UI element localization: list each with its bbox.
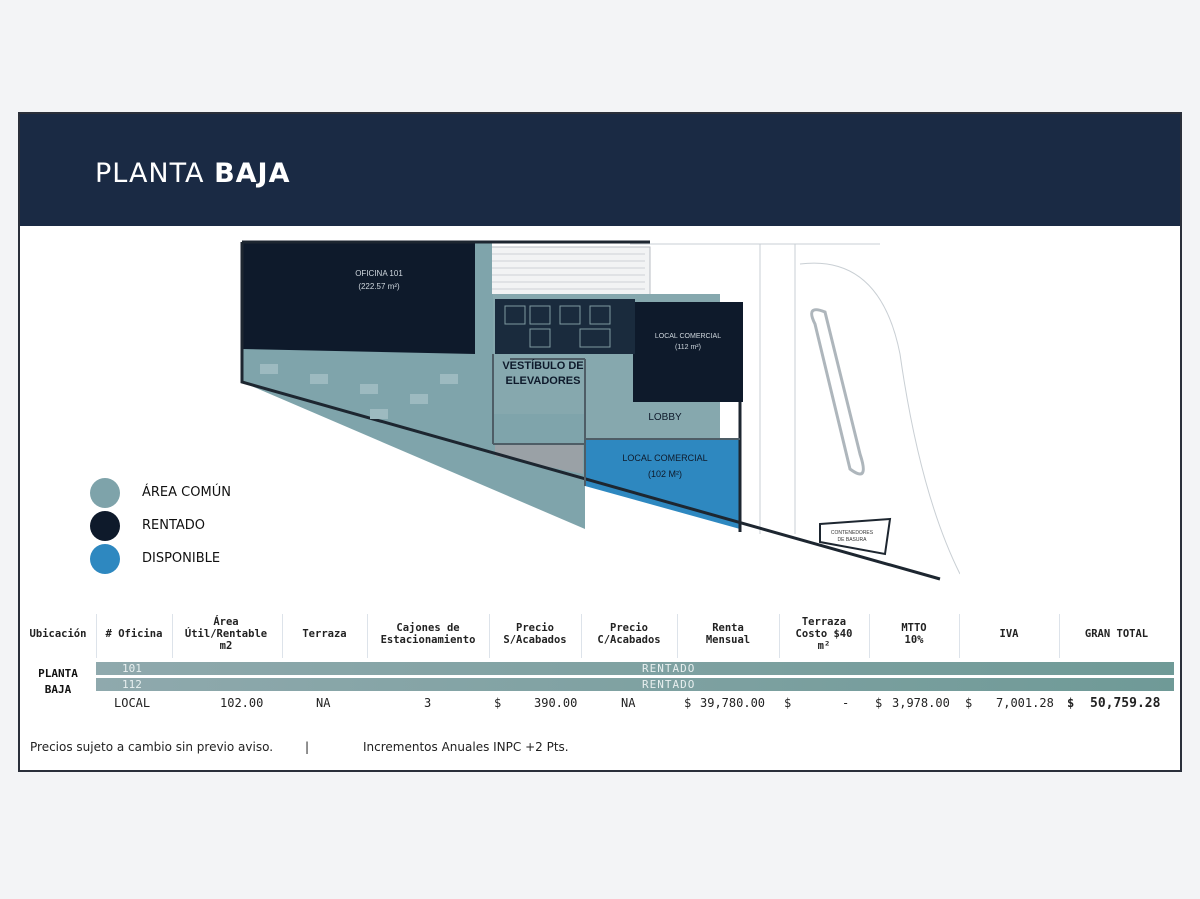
- legend-item-rentado: [90, 509, 231, 542]
- footer-note-2: Incrementos Anuales INPC +2 Pts.: [363, 740, 569, 754]
- vestibulo-label-2: ELEVADORES: [505, 375, 581, 387]
- table-row: [96, 662, 1174, 675]
- legend-label-disponible: DISPONIBLE: [142, 551, 221, 566]
- header-precio-s-line2: S/Acabados: [503, 634, 567, 646]
- local-102-label: LOCAL COMERCIAL: [622, 453, 708, 463]
- legend-swatch-area-comun: [90, 478, 120, 508]
- local-precio-c: NA: [621, 696, 636, 710]
- header-terraza: Terraza: [302, 628, 347, 640]
- header-terraza-costo: [779, 610, 869, 658]
- floor-plan-sheet: [18, 112, 1182, 772]
- header-mtto: [869, 610, 959, 658]
- header-iva: IVA: [999, 628, 1019, 640]
- header-precio-c-line2: C/Acabados: [597, 634, 661, 646]
- row-oficina-112: 112: [122, 678, 142, 691]
- ubicacion-line1: PLANTA: [38, 667, 78, 680]
- header-terraza-costo-line2: Costo $40: [795, 628, 853, 640]
- local-terraza: NA: [316, 696, 331, 710]
- legend-item-disponible: [90, 542, 231, 575]
- local-mtto: 3,978.00: [892, 696, 950, 710]
- header-area-line1: Área: [213, 616, 239, 628]
- ramp-outline: [812, 310, 864, 474]
- local-renta-currency: $: [684, 696, 692, 710]
- header-mtto-line2: 10%: [904, 634, 924, 646]
- local-terraza-costo-currency: $: [784, 696, 792, 710]
- local-iva-currency: $: [965, 696, 973, 710]
- local-oficina: LOCAL: [114, 696, 151, 710]
- header-area: [172, 610, 280, 658]
- header-cajones-line1: Cajones de: [396, 622, 460, 634]
- oficina-101-area: (222.57 m²): [358, 282, 400, 291]
- header-terraza-costo-line1: Terraza: [801, 616, 847, 628]
- legend-item-area-comun: [90, 476, 231, 509]
- floor-plan-drawing: [240, 234, 960, 594]
- ubicacion-line2: BAJA: [44, 683, 72, 696]
- header-renta-line1: Renta: [712, 622, 744, 634]
- footer-separator: |: [305, 740, 310, 754]
- local-terraza-costo: -: [842, 696, 850, 710]
- page-title: [95, 158, 290, 189]
- local-102-area: (102 M²): [647, 469, 683, 479]
- local-precio-s-currency: $: [494, 696, 502, 710]
- header-precio-c: [581, 610, 677, 658]
- contenedores-label-2: DE BASURA: [837, 537, 867, 543]
- header-precio-s: [489, 610, 581, 658]
- legend-label-area-comun: ÁREA COMÚN: [142, 485, 231, 500]
- header-precio-c-line1: Precio: [610, 622, 648, 634]
- oficina-101-label: OFICINA 101: [355, 269, 403, 278]
- local-renta: 39,780.00: [700, 696, 766, 710]
- header-ubicacion: Ubicación: [29, 628, 87, 640]
- header-precio-s-line1: Precio: [516, 622, 554, 634]
- local-iva: 7,001.28: [996, 696, 1054, 710]
- local-cajones: 3: [424, 696, 432, 710]
- vestibulo-label-1: VESTÍBULO DE: [502, 360, 584, 372]
- header-cajones: [367, 610, 489, 658]
- local-total-currency: $: [1067, 696, 1075, 710]
- local-112-label: LOCAL COMERCIAL: [654, 333, 722, 340]
- lobby-label: LOBBY: [648, 412, 682, 423]
- local-area: 102.00: [220, 696, 264, 710]
- header-oficina: # Oficina: [105, 628, 163, 640]
- header-cajones-line2: Estacionamiento: [380, 634, 476, 646]
- title-bold: BAJA: [214, 158, 291, 189]
- service-rooms: [495, 299, 635, 354]
- header-bar: [20, 114, 1180, 226]
- header-renta: [677, 610, 779, 658]
- table-row: [96, 678, 1174, 691]
- rentado-local-112: [633, 302, 743, 402]
- legend-swatch-rentado: [90, 511, 120, 541]
- header-mtto-line1: MTTO: [901, 622, 927, 634]
- local-total: 50,759.28: [1090, 696, 1161, 711]
- header-renta-line2: Mensual: [705, 634, 751, 646]
- header-terraza-costo-line3: m²: [817, 640, 831, 652]
- row-status-101: RENTADO: [642, 662, 696, 675]
- header-area-line2: Útil/Rentable: [184, 628, 268, 640]
- legend: [90, 476, 231, 575]
- contenedores-label-1: CONTENEDORES: [830, 530, 874, 536]
- local-precio-s: 390.00: [534, 696, 578, 710]
- footer-note-1: Precios sujeto a cambio sin previo aviso.: [30, 740, 274, 754]
- row-oficina-101: 101: [122, 662, 142, 675]
- ubicacion-planta-baja: [28, 666, 88, 698]
- legend-label-rentado: RENTADO: [142, 518, 206, 533]
- local-112-area: (112 m²): [675, 344, 701, 351]
- header-gran-total: GRAN TOTAL: [1084, 628, 1149, 640]
- rentado-oficina-101: [242, 242, 475, 354]
- header-area-line3: m2: [219, 640, 233, 652]
- title-light: PLANTA: [95, 158, 215, 189]
- row-status-112: RENTADO: [642, 678, 696, 691]
- local-mtto-currency: $: [875, 696, 883, 710]
- legend-swatch-disponible: [90, 544, 120, 574]
